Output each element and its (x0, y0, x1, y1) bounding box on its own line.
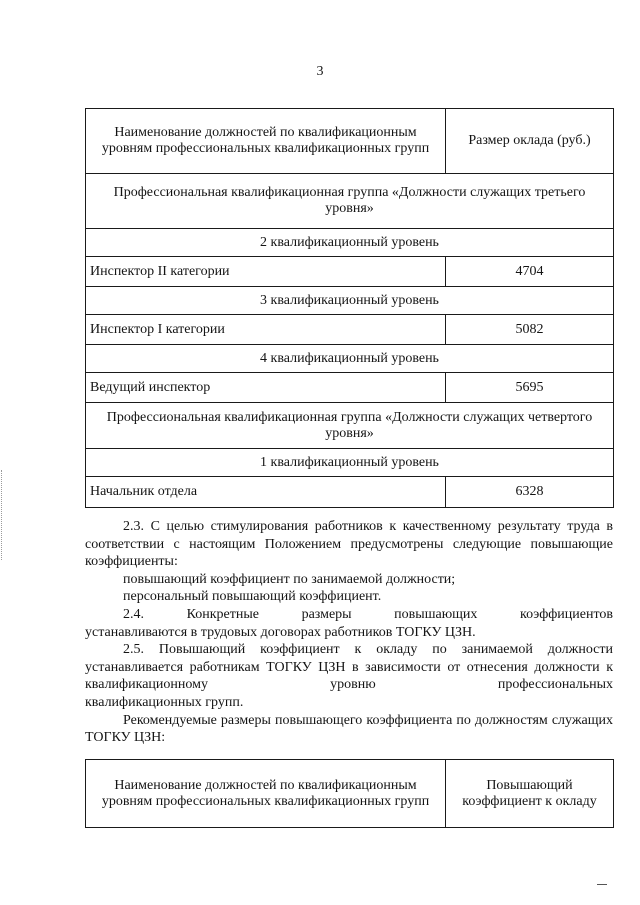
qualification-level: 3 квалификационный уровень (86, 287, 614, 315)
position-column-header: Наименование должностей по квалификационным уровням профессиональных квалификационных групп (86, 760, 446, 828)
paragraph-2-3: 2.3. С целью стимулирования работников к качественному результату труда в соответствии с настоящим Положением предусмотрены следующие повышающие коэффициенты: (85, 519, 613, 570)
table-row (86, 477, 614, 508)
salary-value: 5082 (446, 315, 614, 345)
coefficient-table-header-row (86, 760, 614, 828)
paragraph-2-5: 2.5. Повышающий коэффициент к окладу по занимаемой должности устанавливается работникам ТОГКУ ЦЗН в зависимости от отнесения должности к квалификационному уровню профессиональных (85, 642, 613, 693)
salary-value: 6328 (446, 477, 614, 508)
salary-table-header-row (86, 109, 614, 174)
level-row (86, 287, 614, 315)
level-row (86, 229, 614, 257)
position-name: Инспектор I категории (86, 315, 446, 345)
position-column-header: Наименование должностей по квалификационным уровням профессиональных квалификационных групп (86, 109, 446, 174)
group-title-third-level: Профессиональная квалификационная группа «Должности служащих третьего уровня» (86, 174, 614, 229)
body-text (85, 518, 613, 747)
table-row (86, 373, 614, 403)
group-title-fourth-level: Профессиональная квалификационная группа «Должности служащих четвертого уровня» (86, 403, 614, 449)
coefficient-column-header: Повышающий коэффициент к окладу (446, 760, 614, 828)
salary-column-header: Размер оклада (руб.) (446, 109, 614, 174)
coefficient-table (85, 759, 614, 828)
list-item-personal-coefficient: персональный повышающий коэффициент. (123, 589, 382, 605)
position-name: Ведущий инспектор (86, 373, 446, 403)
table-row (86, 315, 614, 345)
page-number: 3 (316, 64, 324, 79)
level-row (86, 345, 614, 373)
salary-table (85, 108, 614, 508)
position-name: Начальник отдела (86, 477, 446, 508)
position-name: Инспектор II категории (86, 257, 446, 287)
group-row (86, 403, 614, 449)
paragraph-2-4-line1: 2.4. Конкретные размеры повышающих коэффициентов (123, 606, 613, 622)
qualification-level: 2 квалификационный уровень (86, 229, 614, 257)
group-row (86, 174, 614, 229)
level-row (86, 449, 614, 477)
qualification-level: 4 квалификационный уровень (86, 345, 614, 373)
scan-margin-mark (1, 470, 2, 560)
footer-dash-mark (597, 884, 607, 885)
recommended-coefficients-intro: Рекомендуемые размеры повышающего коэффициента по должностям служащих ТОГКУ ЦЗН: (85, 712, 613, 746)
list-item-position-coefficient: повышающий коэффициент по занимаемой должности; (123, 571, 456, 587)
qualification-level: 1 квалификационный уровень (86, 449, 614, 477)
salary-value: 4704 (446, 257, 614, 287)
paragraph-2-5-end: квалификационных групп. (85, 694, 244, 710)
paragraph-2-4-line2: устанавливаются в трудовых договорах работников ТОГКУ ЦЗН. (85, 624, 476, 640)
salary-value: 5695 (446, 373, 614, 403)
table-row (86, 257, 614, 287)
